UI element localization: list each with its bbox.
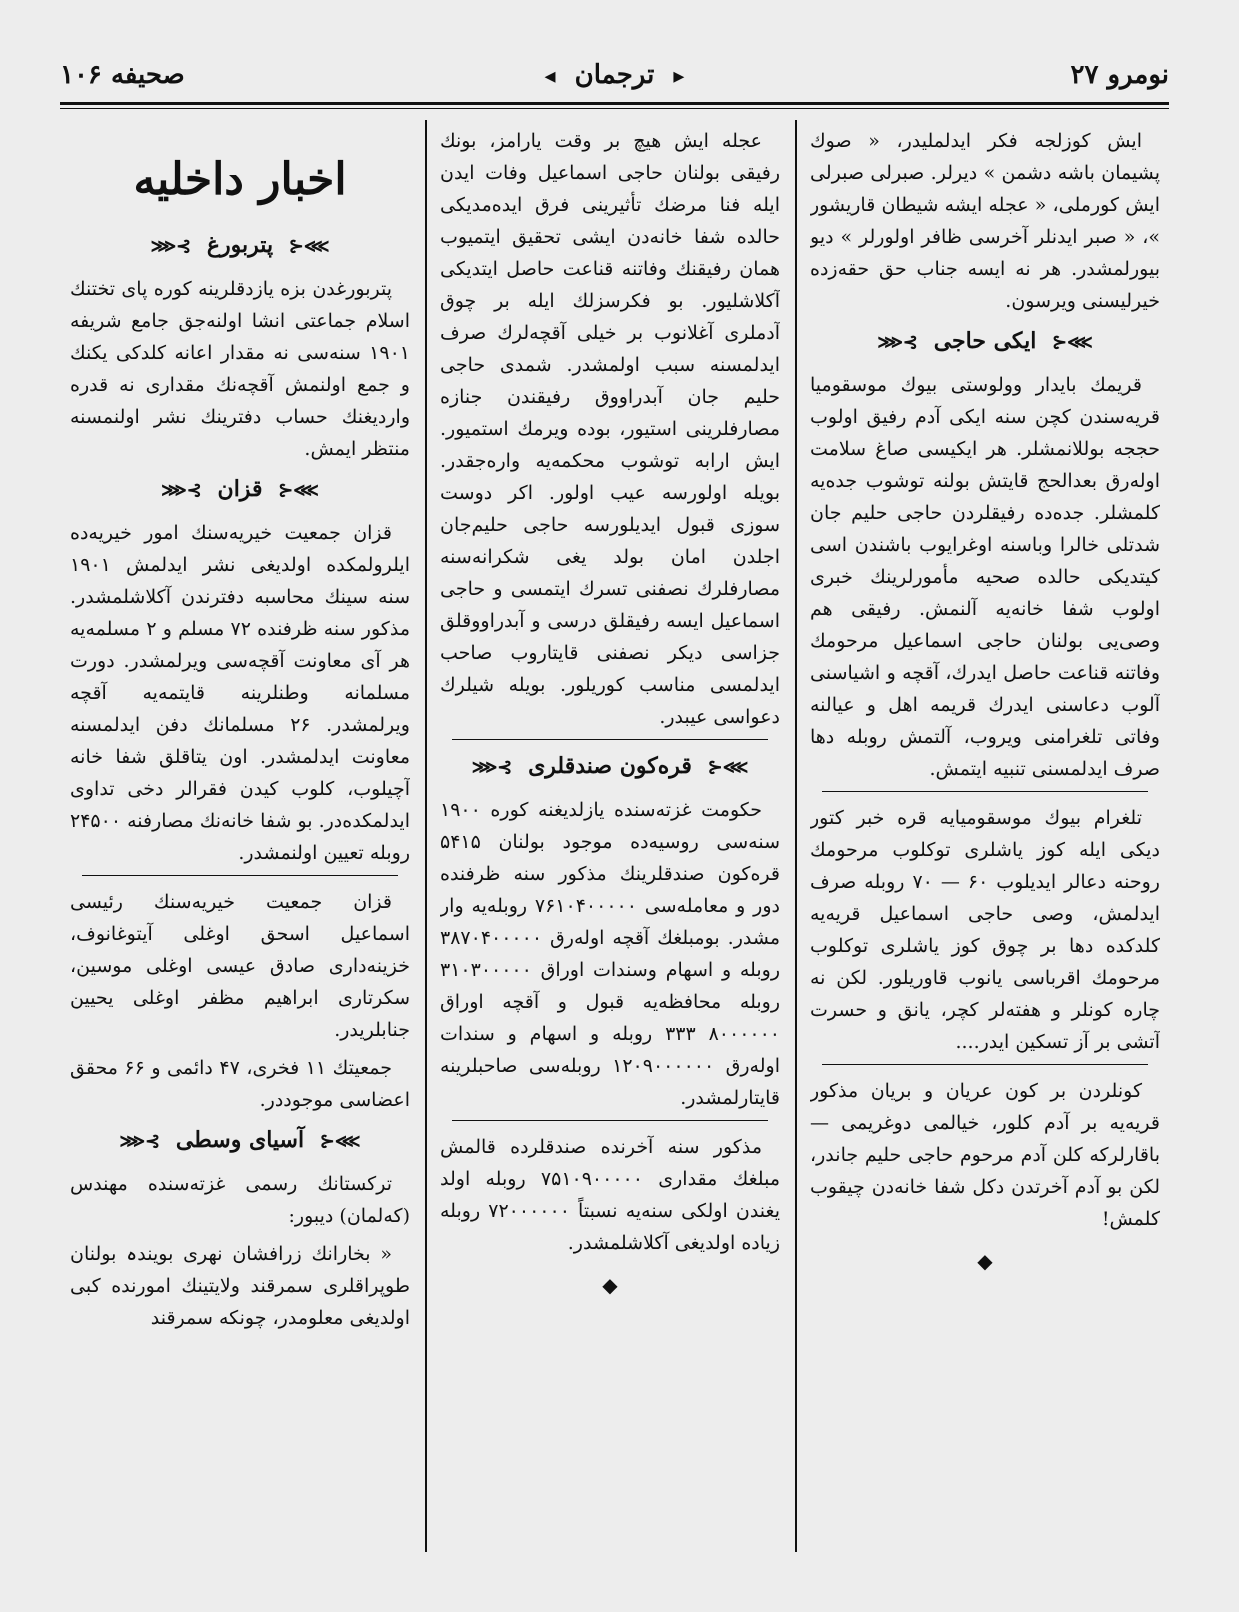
- section-title: اخبار داخلیه: [133, 154, 347, 205]
- heading-text: قزان: [217, 476, 263, 502]
- paragraph: قزان جمعیت خیریه‌سنك رئیسی اسماعیل اسحق اوغلی آیتوغانوف، خزینه‌داری صادق عیسی اوغلی موسین، سکرتاری ابراهیم مظفر اوغلی یحیین جنابلریدر.: [70, 891, 410, 1041]
- paragraph: « بخارانك زرافشان نهری بویندہ بولنان طوپراقلری سمرقند ولایتینك امورنده کبی اولدیغی معلومدر، چونکه سمرقند: [70, 1243, 410, 1329]
- divider: [452, 1120, 768, 1121]
- paragraph: ایش کوزلجه فکر ایدلملیدر، « صوك پشیمان باشه دشمن » دیرلر. صبرلی صبرلی ایش کورملی، « عجله ایشه شیطان قاریشور »، « صبر ایدنلر آخرسی ظافر اولورلر » دیو بیورلمشدر. هر نه ایسه جناب حق حقه‌زده خیرلیسنی ویرسون.: [810, 130, 1160, 312]
- section-heading: [440, 750, 780, 784]
- header-rule: [60, 102, 1169, 105]
- ornament-icon: ⊱⋘: [877, 332, 919, 353]
- section-heading: [810, 325, 1160, 359]
- page-header: [60, 40, 1169, 100]
- section-heading: [70, 473, 410, 507]
- paragraph: مذکور سنه آخرنده صندقلرده قالمش مبلغك مقداری ۷۵۱۰۹۰۰۰۰۰ روبله اولد یغندن اولکی سنه‌یه نسبتاً ۷۲۰۰۰۰۰۰ روبله زیاده اولدیغی آکلاشلمشدر.: [440, 1136, 780, 1254]
- column-divider-left: [425, 120, 427, 1552]
- ornament-right-icon: ▸: [673, 63, 685, 89]
- section-heading: [70, 1124, 410, 1158]
- section-heading: [70, 229, 410, 263]
- ornament-icon: ⋙⊰: [707, 757, 749, 778]
- heading-text: ایکی حاجی: [933, 328, 1037, 354]
- paragraph: عجله ایش هیچ بر وقت یارامز، بونك رفیقی بولنان حاجی اسماعیل وفات ایدن ایله فنا مرضك تأثیرینی فرق ایده‌مدیکی حالده شفا خانه‌دن ایشی تحقیق ایتمیوب همان رفیقنك وفاتنه قناعت حاصل ایتدیکی آکلاشلیور. بو فکرسزلك ایله بر چوق آدملری آغلانوب بر خیلی آقچه‌لرك صرف ایدلمسنه سبب اولمشدر. شمدی حاجی حلیم جان آبدراووق رفیقندن جنازه مصارفلرینی استیور، بوده ویرمك استمیور. ایش ارابه توشوب محکمه‌یه واره‌جقدر. بویله اولورسه عیب اولور. اکر دوست سوزی قبول ایدیلورسه حاجی حلیم‌جان اجلدن امان بولد یغی شکرانه‌سنه مصارفلرك نصفنی تسرك ایتمسی و حاجی اسماعیل ایسه رفیقلق درسی و آبدراووقلق جزاسی دیکر نصفنی قایتاروب صاحب ایدلمسی مناسب کوریلور. بویله شیلرك دعواسی عیبدر.: [440, 130, 780, 728]
- heading-text: پتربورغ: [206, 232, 274, 258]
- paragraph: پتربورغدن بزه یازدقلرینه کوره پای تختنك اسلام جماعتی انشا اولنه‌جق جامع شریفه ۱۹۰۱ سنه‌سی نه مقدار اعانه کلدکی یکنك و جمع اولنمش آقچه‌نك مقداری نه قدره وارديغنك حساب دفترینك نشر اولنمسنه منتظر ایمش.: [70, 278, 410, 460]
- ornament-icon: ⊱⋘: [150, 236, 192, 257]
- divider: [822, 1064, 1148, 1065]
- ornament-icon: ⋙⊰: [288, 236, 330, 257]
- paragraph: تلغرام بیوك موسقومیایه قره خبر کتور دیکی ایله کوز یاشلری توکلوب مرحومك روحنه دعالر ایدیلوب ۶۰ — ۷۰ روبله صرف ایدلمش، وصی حاجی اسماعیل قریه‌یه کلدکده دها بر چوق کوز یاشلری توکلوب مرحومك اقرباسی یانوب قاوریلور. لکن نه چاره کونلر و هفته‌لر کچر، یانق و حسرت آتشی بر آز تسکین ایدر....: [810, 807, 1160, 1053]
- paragraph: حکومت غزته‌سنده یازلدیغنه کوره ۱۹۰۰ سنه‌سی روسیه‌ده موجود بولنان ۵۴۱۵ قره‌کون صندقلرینك مذکور سنه ظرفنده دور و معامله‌سی ۷۶۱۰۴۰۰۰۰۰ روبله‌یه وار مشدر. بومبلغك آقچه اوله‌رق ۳۸۷۰۴۰۰۰۰۰ روبله و اسهام وسندات اوراق ۳۱۰۳۰۰۰۰۰ روبله محافظه‌یه قبول و آقچه اوراق ۸۰۰۰۰۰۰ ۳۳۳ روبله و اسهام و سندات اوله‌رق ۱۲۰۹۰۰۰۰۰۰ روبله‌سی صاحبلرینه قایتارلمشدر.: [440, 799, 780, 1109]
- divider: [452, 739, 768, 740]
- paragraph: کونلردن بر کون عریان و بریان مذکور قریه‌یه بر آدم کلور، خیالمی دوغریمی — باقارلرکه کلن آدم مرحوم حاجی حلیم جاندر، لکن بو آدم آخرتدن دکل شفا خانه‌دن چیقوب کلمش!: [810, 1080, 1160, 1230]
- newspaper-title: [535, 60, 695, 90]
- ornament-icon: ⋙⊰: [319, 1131, 361, 1152]
- left-column: [70, 125, 410, 1552]
- ornament-icon: ⋙⊰: [278, 480, 319, 501]
- page-number: صحیفه ۱۰۶: [60, 60, 185, 90]
- divider: [82, 875, 398, 876]
- heading-text: قره‌کون صندقلری: [528, 753, 692, 779]
- ornament-icon: ⊱⋘: [471, 757, 513, 778]
- paragraph: ترکستانك رسمی غزته‌سنده مهندس (که‌لمان) دیبور:: [70, 1173, 410, 1227]
- paragraph: قریمك بایدار وولوستی بیوك موسقومیا قریه‌سندن کچن سنه ایکی آدم رفیق اولوب حججه بوللانمشلر. هر ایکیسی صاغ سلامت اوله‌رق بعدالحج قایتش بولنه توشوب جده‌یه کلمشلر. جده‌ده رفیقلردن حاجی حلیم جان شدتلی خالرا وباسنه اوغرایوب باشندن اسی کیتدیکی حالده صحیه مأمورلرینك خبری اولوب شفا خانه‌یه آلنمش. رفیقی هم وصی‌یی بولنان حاجی اسماعیل مرحومك وفاتنه قناعت حاصل ایدرك، آقچه و اشیاسنی آلوب دعاسنی ایدرك قریمه اهل و عیالنه وفاتی تلغرامنی ویروب، آلتمش روبله دها صرف ایدلمسنی تنبیه ایتمش.: [810, 374, 1160, 780]
- right-column: [810, 125, 1160, 1552]
- column-divider-right: [795, 120, 797, 1552]
- paragraph: قزان جمعیت خیریه‌سنك امور خیریه‌ده ایلرولمکده اولدیغی نشر ایدلمش ۱۹۰۱ سنه سینك محاسبه دفترندن آکلاشلمشدر. مذکور سنه ظرفنده ۷۲ مسلم و ۲ مسلمه‌یه هر آی معاونت آقچه‌سی ویرلمشدر. دورت مسلمانه وطنلرینه قایتمه‌یه آقچه ویرلمشدر. ۲۶ مسلمانك دفن ایدلمسنه معاونت ایدلمشدر. اون یتاقلق شفا خانه آچیلوب، کلوب کیدن فقرالر دخی تداوی ایدلمکده‌در. بو شفا خانه‌نك مصارفنه ۲۴۵۰۰ روبله تعیین اولنمشدر.: [70, 522, 410, 864]
- ornament-icon: ⊱⋘: [161, 480, 202, 501]
- middle-column: [440, 125, 780, 1552]
- divider: [822, 791, 1148, 792]
- end-ornament-icon: ◆: [977, 1249, 993, 1273]
- issue-number: نومرو ۲۷: [1070, 60, 1169, 90]
- paragraph: جمعیتك ۱۱ فخری، ۴۷ دائمی و ۶۶ محقق اعضاسی موجوددر.: [70, 1057, 410, 1111]
- ornament-left-icon: ◂: [544, 63, 556, 89]
- header-rule-thin: [60, 108, 1169, 109]
- newspaper-name: ترجمان: [574, 60, 655, 90]
- heading-text: آسیای وسطی: [175, 1127, 305, 1153]
- ornament-icon: ⊱⋘: [119, 1131, 161, 1152]
- end-ornament-icon: ◆: [602, 1273, 618, 1297]
- ornament-icon: ⋙⊰: [1051, 332, 1093, 353]
